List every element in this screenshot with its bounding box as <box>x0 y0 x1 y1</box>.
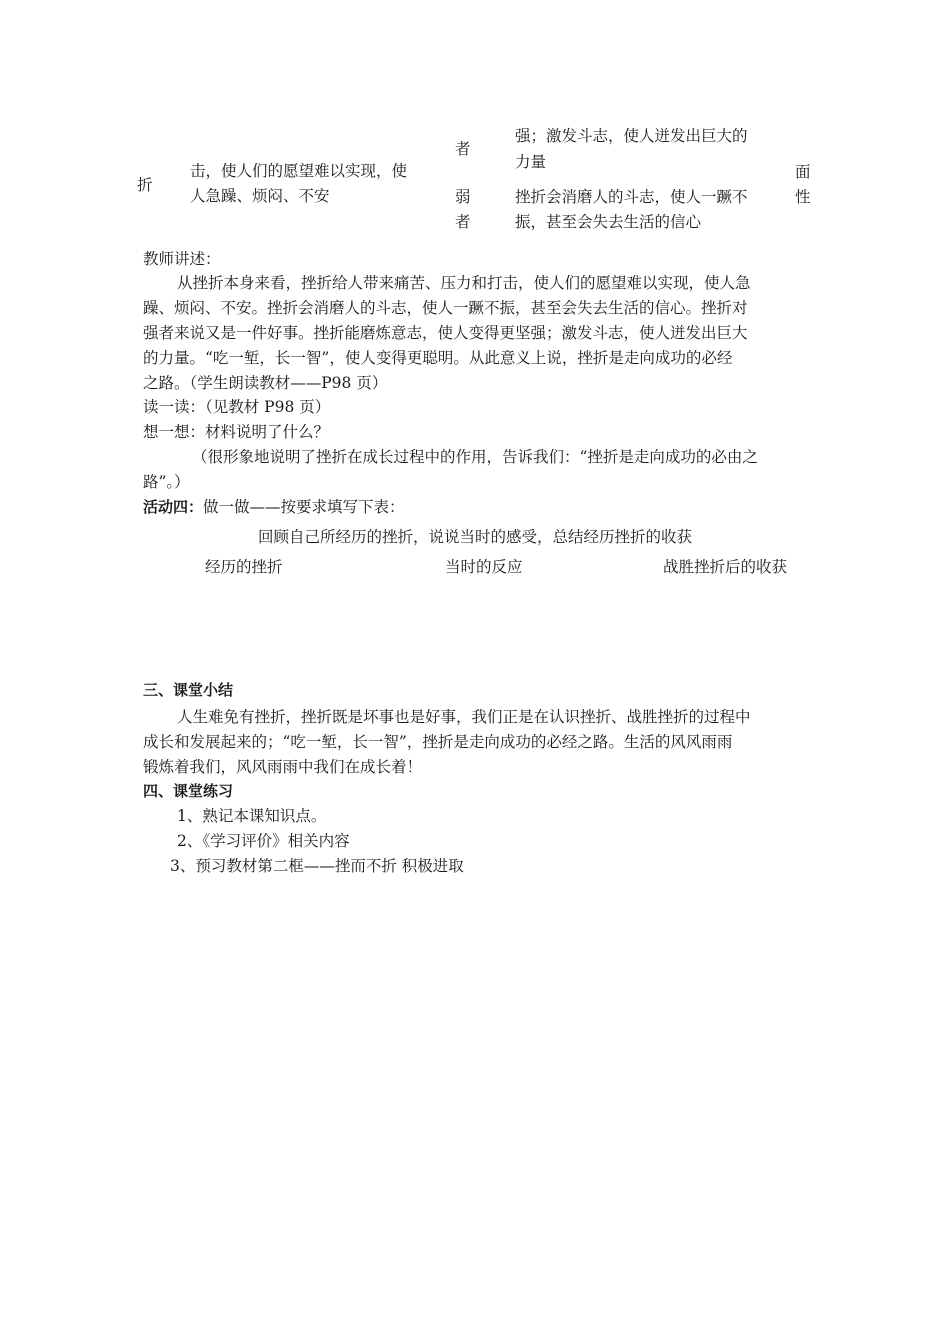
think-answer-line-2: 路”。） <box>143 473 190 491</box>
table-strong-line2: 力量 <box>515 153 547 171</box>
table-strong-line1: 强；激发斗志，使人迸发出巨大的 <box>515 127 748 145</box>
activity-label: 活动四： <box>143 498 204 516</box>
activity-table-title: 回顾自己所经历的挫折，说说当时的感受，总结经历挫折的收获 <box>258 528 693 546</box>
table-cell-zhe: 折 <box>137 176 153 194</box>
think-line: 想一想：材料说明了什么？ <box>143 423 330 441</box>
practice-heading: 四、课堂练习 <box>143 782 234 800</box>
teacher-line-2: 躁、烦闷、不安。挫折会消磨人的斗志，使人一蹶不振，甚至会失去生活的信心。挫折对 <box>143 299 748 317</box>
table-side-2: 性 <box>795 188 811 206</box>
activity-line <box>143 500 405 516</box>
think-answer-line-1: （很形象地说明了挫折在成长过程中的作用，告诉我们：“挫折是走向成功的必由之 <box>192 448 758 466</box>
teacher-heading: 教师讲述： <box>143 250 221 268</box>
summary-line-1: 人生难免有挫折，挫折既是坏事也是好事，我们正是在认识挫折、战胜挫折的过程中 <box>177 708 751 726</box>
practice-item-1: 1、熟记本课知识点。 <box>177 807 327 825</box>
teacher-line-5: 之路。（学生朗读教材——P98 页） <box>143 374 388 392</box>
summary-heading: 三、课堂小结 <box>143 681 234 699</box>
summary-line-2: 成长和发展起来的；“吃一堑，长一智”，挫折是走向成功的必经之路。生活的风风雨雨 <box>143 733 733 751</box>
read-line: 读一读：（见教材 P98 页） <box>143 398 331 416</box>
activity-header-experience: 经历的挫折 <box>205 558 283 576</box>
practice-item-2: 2、《学习评价》相关内容 <box>177 832 350 850</box>
activity-text: 做一做——按要求填写下表： <box>203 498 405 516</box>
table-side-1: 面 <box>795 163 811 181</box>
practice-item-3: 3、预习教材第二框——挫而不折 积极进取 <box>170 857 464 875</box>
table-label-weak-2: 者 <box>455 213 471 231</box>
activity-header-reaction: 当时的反应 <box>445 558 523 576</box>
teacher-line-4: 的力量。“吃一堑，长一智”，使人变得更聪明。从此意义上说，挫折是走向成功的必经 <box>143 349 733 367</box>
table-label-strong: 者 <box>455 140 471 158</box>
activity-header-gain: 战胜挫折后的收获 <box>663 558 788 576</box>
table-label-weak-1: 弱 <box>455 188 471 206</box>
table-weak-line1: 挫折会消磨人的斗志，使人一蹶不 <box>515 188 748 206</box>
summary-line-3: 锻炼着我们，风风雨雨中我们在成长着！ <box>143 758 423 776</box>
teacher-line-3: 强者来说又是一件好事。挫折能磨炼意志，使人变得更坚强；激发斗志，使人迸发出巨大 <box>143 324 748 342</box>
table-cell-text-line1: 击，使人们的愿望难以实现，使 <box>190 162 408 180</box>
table-cell-text-line2: 人急躁、烦闷、不安 <box>190 187 330 205</box>
teacher-line-1: 从挫折本身来看，挫折给人带来痛苦、压力和打击，使人们的愿望难以实现，使人急 <box>177 274 751 292</box>
table-weak-line2: 振，甚至会失去生活的信心 <box>515 213 702 231</box>
